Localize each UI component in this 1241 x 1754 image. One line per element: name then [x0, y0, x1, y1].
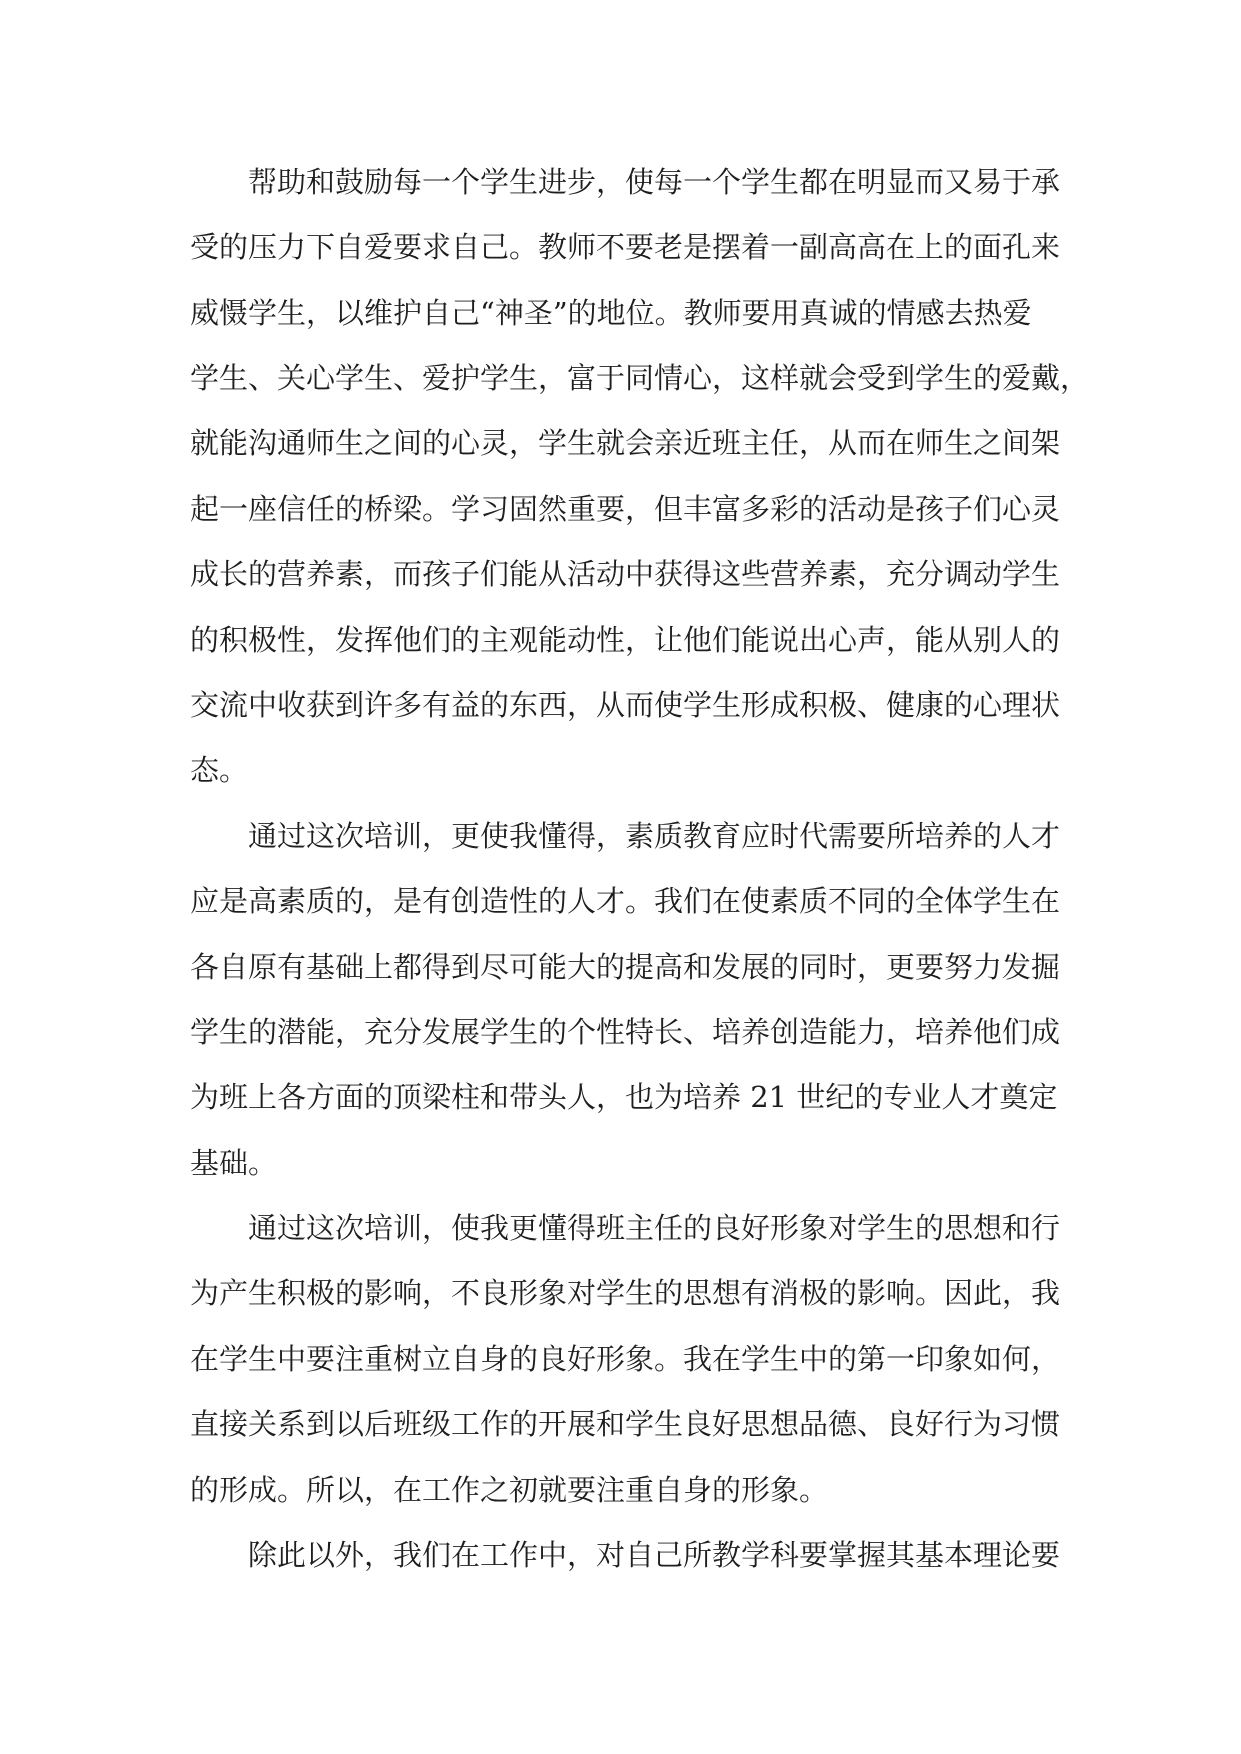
text-line: 为班上各方面的顶梁柱和带头人，也为培养 21 世纪的专业人才奠定	[190, 1080, 1058, 1114]
text-line: 帮助和鼓励每一个学生进步，使每一个学生都在明显而又易于承	[248, 165, 1061, 199]
text-line: 应是高素质的，是有创造性的人才。我们在使素质不同的全体学生在	[190, 884, 1061, 918]
text-line: 受的压力下自爱要求自己。教师不要老是摆着一副高高在上的面孔来	[190, 230, 1061, 264]
text-line: 的积极性，发挥他们的主观能动性，让他们能说出心声，能从别人的	[190, 623, 1061, 657]
text-line: 各自原有基础上都得到尽可能大的提高和发展的同时，更要努力发掘	[190, 950, 1061, 984]
text-line: 就能沟通师生之间的心灵，学生就会亲近班主任，从而在师生之间架	[190, 426, 1061, 460]
text-line: 通过这次培训，更使我懂得，素质教育应时代需要所培养的人才	[248, 819, 1061, 853]
text-line: 交流中收获到许多有益的东西，从而使学生形成积极、健康的心理状	[190, 688, 1061, 722]
text-line: 起一座信任的桥梁。学习固然重要，但丰富多彩的活动是孩子们心灵	[190, 492, 1061, 526]
text-line: 态。	[190, 753, 249, 787]
text-line: 成长的营养素，而孩子们能从活动中获得这些营养素，充分调动学生	[190, 557, 1061, 591]
text-line: 直接关系到以后班级工作的开展和学生良好思想品德、良好行为习惯	[190, 1407, 1061, 1441]
text-line: 为产生积极的影响，不良形象对学生的思想有消极的影响。因此，我	[190, 1276, 1061, 1310]
text-line: 学生、关心学生、爱护学生，富于同情心，这样就会受到学生的爱戴，	[190, 361, 1090, 395]
text-line: 学生的潜能，充分发展学生的个性特长、培养创造能力，培养他们成	[190, 1015, 1061, 1049]
text-line: 基础。	[190, 1146, 278, 1180]
text-line: 除此以外，我们在工作中，对自己所教学科要掌握其基本理论要	[248, 1538, 1061, 1572]
text-line: 威慑学生，以维护自己“神圣”的地位。教师要用真诚的情感去热爱	[190, 296, 1032, 330]
text-line: 通过这次培训，使我更懂得班主任的良好形象对学生的思想和行	[248, 1211, 1061, 1245]
text-line: 在学生中要注重树立自身的良好形象。我在学生中的第一印象如何，	[190, 1342, 1061, 1376]
text-line: 的形成。所以，在工作之初就要注重自身的形象。	[190, 1473, 829, 1507]
